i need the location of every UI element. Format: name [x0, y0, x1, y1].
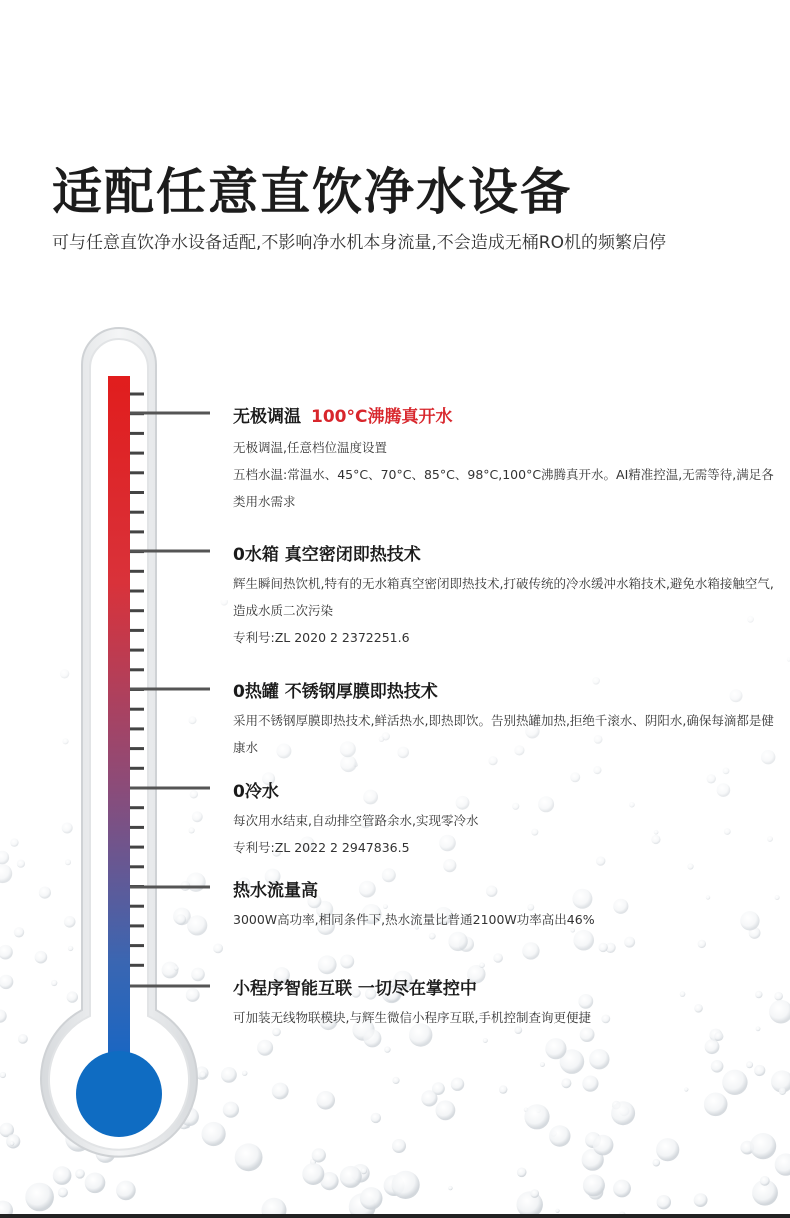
feature-heading: 0热罐 不锈钢厚膜即热技术	[233, 682, 438, 702]
feature-description: 3000W高功率,相同条件下,热水流量比普通2100W功率高出46%	[233, 912, 595, 927]
thermometer-bulb	[76, 1051, 162, 1137]
feature-item-temperature	[233, 406, 778, 515]
feature-heading: 0冷水	[233, 782, 279, 802]
feature-description: 五档水温:常温水、45°C、70°C、85°C、98°C,100°C沸腾真开水。AI精准控温,无需等待,满足各类用水需求	[233, 467, 774, 509]
feature-item-mini-program	[233, 978, 778, 1031]
feature-item-hot-water-flow	[233, 880, 778, 933]
page-title: 适配任意直饮净水设备	[52, 163, 572, 221]
feature-description: 每次用水结束,自动排空管路余水,实现零冷水	[233, 813, 479, 828]
patent-number: 专利号:ZL 2022 2 2947836.5	[233, 840, 410, 855]
feature-heading-accent: 100°C沸腾真开水	[311, 407, 453, 427]
feature-item-no-cold-water	[233, 781, 778, 861]
feature-heading: 小程序智能互联 一切尽在掌控中	[233, 979, 477, 999]
feature-description: 无极调温,任意档位温度设置	[233, 440, 387, 455]
page-subtitle: 可与任意直饮净水设备适配,不影响净水机本身流量,不会造成无桶RO机的频繁启停	[52, 233, 666, 253]
feature-description: 采用不锈钢厚膜即热技术,鲜活热水,即热即饮。告别热罐加热,拒绝千滚水、阴阳水,确保每滴都是健康水	[233, 713, 774, 755]
feature-heading: 无极调温	[233, 407, 301, 427]
feature-heading: 0水箱 真空密闭即热技术	[233, 545, 421, 565]
feature-item-no-tank	[233, 544, 778, 651]
feature-description: 辉生瞬间热饮机,特有的无水箱真空密闭即热技术,打破传统的冷水缓冲水箱技术,避免水箱接触空气,造成水质二次污染	[233, 576, 774, 618]
bottom-divider	[0, 1214, 790, 1218]
feature-heading: 热水流量高	[233, 881, 318, 901]
mercury-column	[108, 376, 130, 1066]
patent-number: 专利号:ZL 2020 2 2372251.6	[233, 630, 410, 645]
feature-description: 可加装无线物联模块,与辉生微信小程序互联,手机控制查询更便捷	[233, 1010, 591, 1025]
feature-item-no-heat-tank	[233, 681, 778, 761]
